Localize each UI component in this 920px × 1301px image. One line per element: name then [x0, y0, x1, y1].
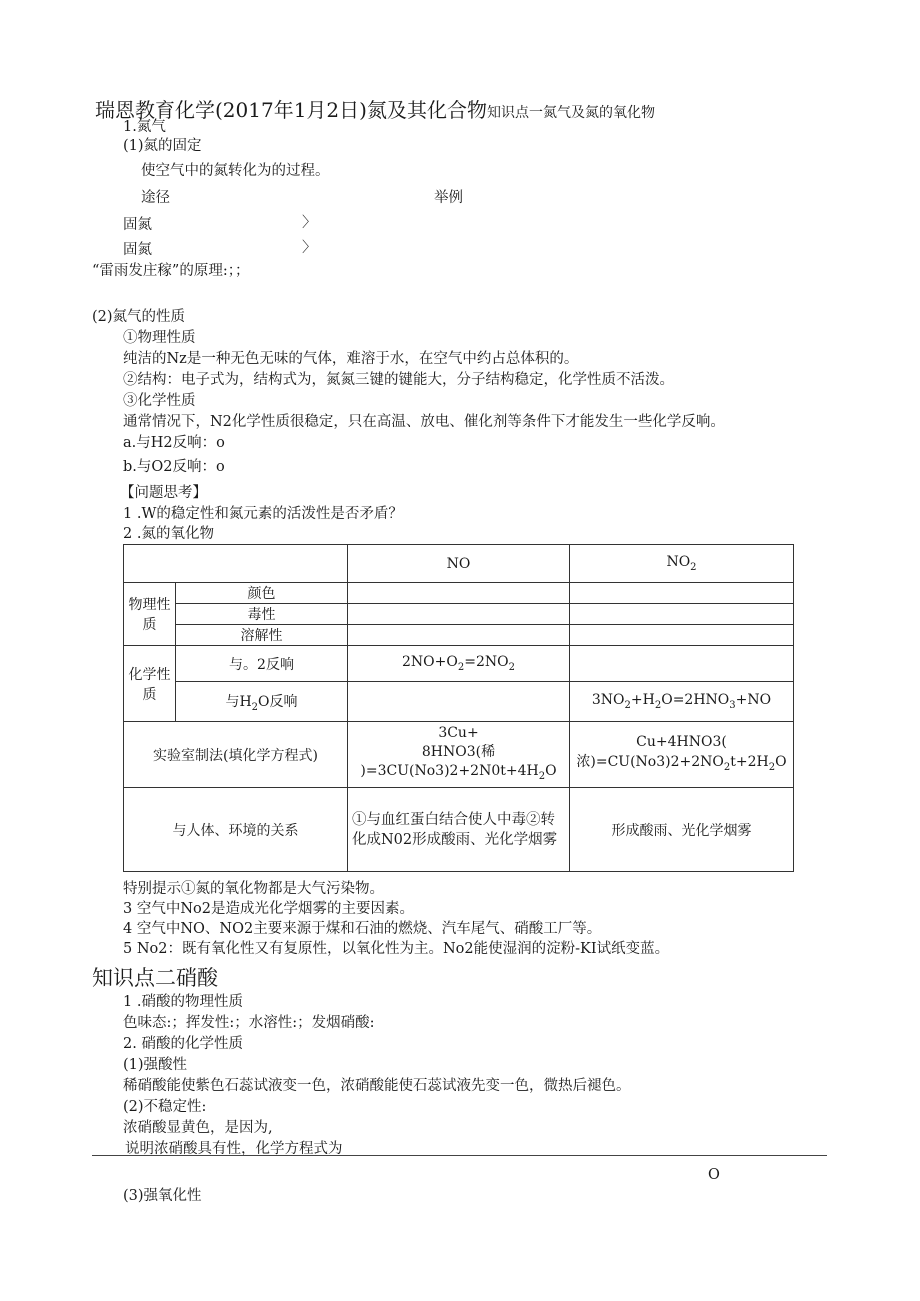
table-cell: 毒性 [176, 604, 348, 625]
row-label: 与人体、环境的关系 [124, 788, 348, 872]
note: 4 空气中NO、NO2主要来源于煤和石油的燃烧、汽车尾气、硝酸工厂等。 [123, 921, 602, 937]
table-cell: ①与血红蛋白结合使人中毒②转化成N02形成酸雨、光化学烟雾 [348, 788, 570, 872]
equation-cell: $3NO_2+H_2O=2HNO_3+NO$ [570, 682, 794, 722]
title-main: 瑞恩教育化学(2017年1月2日)氮及其化合物 [95, 98, 487, 122]
subsection-heading: (2)不稳定性: [123, 1099, 207, 1115]
paragraph: “雷雨发庄稼”的原理:；； [92, 263, 250, 279]
page-title [95, 94, 655, 123]
table-row [124, 625, 794, 646]
equation-cell: $2NO+O_2=2NO_2$ [348, 646, 570, 682]
paragraph: 色味态:；挥发性:；水溶性:；发烟硝酸: [123, 1015, 375, 1031]
row-label: 实验室制法(填化学方程式) [124, 722, 348, 788]
subsection-heading: ①物理性质 [123, 330, 196, 346]
section-heading: 1.氮气 [123, 119, 166, 135]
table-cell [570, 604, 794, 625]
paragraph: ②结构：电子式为，结构式为，氮氮三键的键能大，分子结构稳定，化学性质不活泼。 [123, 372, 674, 388]
section-heading: 知识点二硝酸 [92, 966, 218, 990]
paragraph: a.与H2反响：o [123, 435, 225, 451]
subsection-heading: (2)氮气的性质 [92, 309, 186, 325]
note: 5 No2：既有氧化性又有复原性，以氧化性为主。No2能使湿润的淀粉-KI试纸变蓝。 [123, 941, 670, 957]
arrow: 〉 [302, 215, 317, 231]
subsection-heading: 1 .硝酸的物理性质 [123, 994, 243, 1010]
row-label: 固氮 [123, 217, 152, 233]
table-row [124, 788, 794, 872]
table-row [124, 604, 794, 625]
table-cell [348, 625, 570, 646]
table-row [124, 583, 794, 604]
paragraph: 稀硝酸能使紫色石蕊试液变一色，浓硝酸能使石蕊试液先变一色，微热后褪色。 [123, 1078, 631, 1094]
table-cell: 形成酸雨、光化学烟雾 [570, 788, 794, 872]
note: 特别提示①氮的氧化物都是大气污染物。 [123, 881, 384, 897]
equation-cell: 3Cu+ 8HNO3(稀 )$=3CU(No3)2+2N0t+4H_2O$ [348, 722, 570, 788]
paragraph: 使空气中的氮转化为的过程。 [141, 163, 330, 179]
list-item: 2 .氮的氧化物 [123, 526, 214, 542]
divider [92, 1155, 827, 1156]
paragraph: 说明浓硝酸具有性，化学方程式为 [125, 1141, 343, 1157]
table-row [124, 646, 794, 682]
table-row [124, 545, 794, 583]
table-cell [348, 604, 570, 625]
row-group-label: 物理性质 [124, 583, 176, 646]
table-cell [570, 646, 794, 682]
column-label: 举例 [434, 190, 463, 206]
table-cell [570, 625, 794, 646]
table-cell [348, 682, 570, 722]
table-header-no2: $NO_2$ [570, 545, 794, 583]
row-label: 固氮 [123, 242, 152, 258]
paragraph: b.与O2反响：o [123, 459, 225, 475]
equation-cell: Cu+4HNO3( 浓)$=CU(No3)2+2NO_2t+2H_2O$ [570, 722, 794, 788]
table-cell [348, 583, 570, 604]
table-cell [570, 583, 794, 604]
note: 3 空气中No2是造成光化学烟雾的主要因素。 [123, 901, 414, 917]
table-row [124, 722, 794, 788]
paragraph: 纯洁的Nz是一种无色无味的气体，难溶于水，在空气中约占总体积的。 [123, 351, 579, 367]
arrow: 〉 [302, 240, 317, 256]
table-cell: 溶解性 [176, 625, 348, 646]
paragraph: 浓硝酸显黄色，是因为, [123, 1120, 273, 1136]
table-cell [124, 545, 348, 583]
table-cell: 与。2反响 [176, 646, 348, 682]
title-sub: 知识点一氮气及氮的氧化物 [486, 105, 655, 121]
answer-mark: O [708, 1167, 720, 1183]
subsection-heading: (3)强氧化性 [123, 1188, 202, 1204]
table-header-no: NO [348, 545, 570, 583]
list-item: 1 .W的稳定性和氮元素的活泼性是否矛盾？ [123, 506, 403, 522]
subsection-heading: 2. 硝酸的化学性质 [123, 1036, 243, 1052]
subsection-heading: ③化学性质 [123, 393, 196, 409]
table-cell: 颜色 [176, 583, 348, 604]
subsection-heading: 【问题思考】 [120, 485, 207, 501]
subsection-heading: (1)氮的固定 [123, 138, 202, 154]
row-group-label: 化学性质 [124, 646, 176, 722]
table-cell: 与$H_2O$反响 [176, 682, 348, 722]
table-row [124, 682, 794, 722]
paragraph: 通常情况下，N2化学性质很稳定，只在高温、放电、催化剂等条件下才能发生一些化学反响。 [123, 414, 725, 430]
nitrogen-oxides-table [123, 544, 794, 872]
column-label: 途径 [141, 190, 170, 206]
subsection-heading: (1)强酸性 [123, 1057, 188, 1073]
